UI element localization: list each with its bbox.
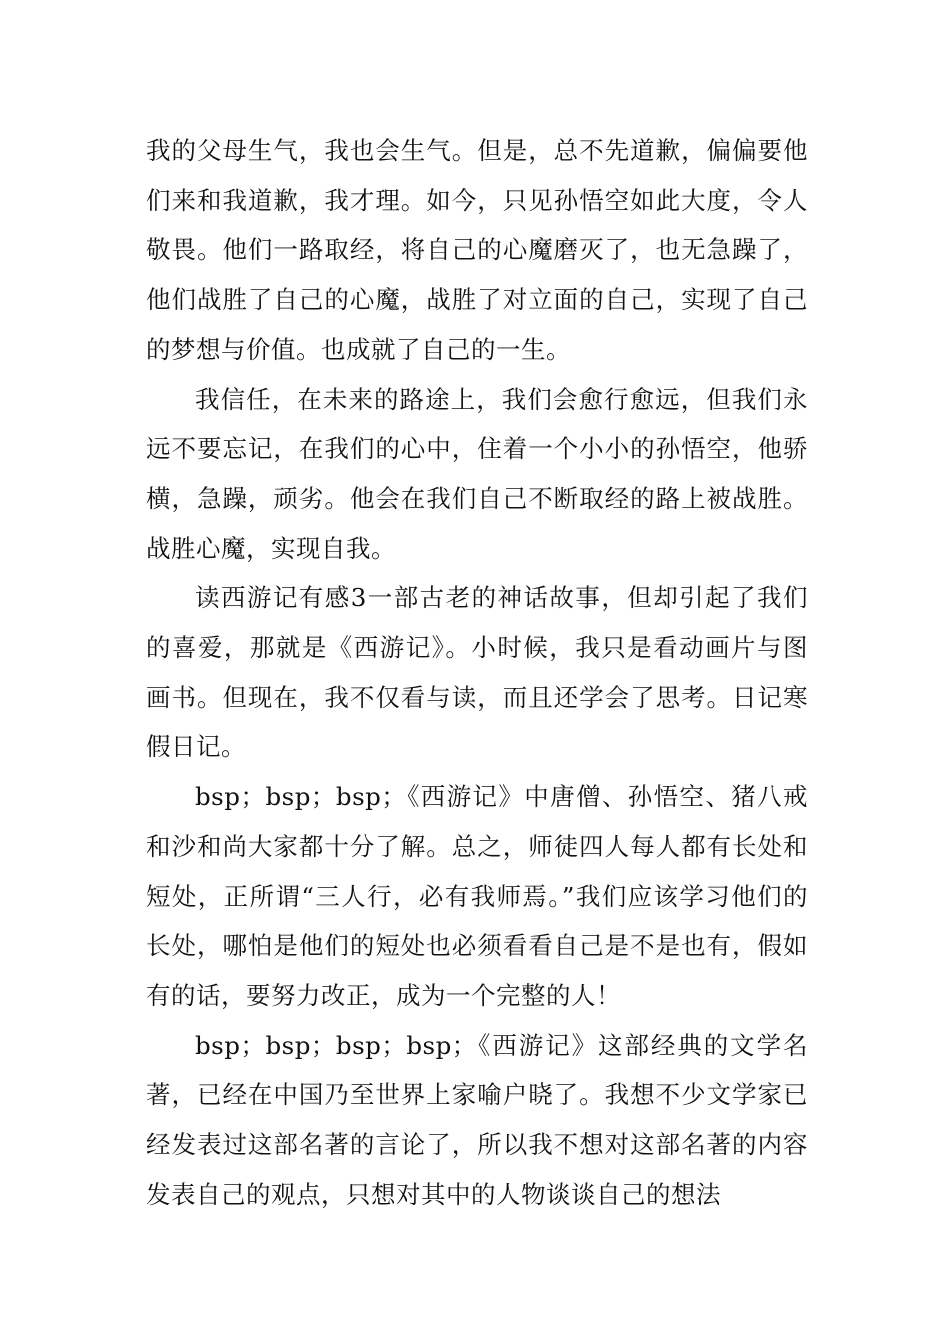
paragraph-1: 我的父母生气，我也会生气。但是，总不先道歉，偏偏要他们来和我道歉，我才理。如今，只见孙悟空如此大度，令人敬畏。他们一路取经，将自己的心魔磨灭了，也无急躁了，他们战胜了自己的心魔，战胜了对立面的自己，实现了自己的梦想与价值。也成就了自己的一生。	[146, 136, 808, 364]
paragraph-2: 我信任，在未来的路途上，我们会愈行愈远，但我们永远不要忘记，在我们的心中，住着一个小小的孙悟空，他骄横，急躁，顽劣。他会在我们自己不断取经的路上被战胜。战胜心魔，实现自我。	[146, 384, 808, 563]
paragraph-5: bsp；bsp；bsp；bsp；《西游记》这部经典的文学名著，已经在中国乃至世界上家喻户晓了。我想不少文学家已经发表过这部名著的言论了，所以我不想对这部名著的内容发表自己的观点，只想对其中的人物谈谈自己的想法	[146, 1030, 808, 1209]
paragraph-4: bsp；bsp；bsp；《西游记》中唐僧、孙悟空、猪八戒和沙和尚大家都十分了解。总之，师徒四人每人都有长处和短处，正所谓“三人行，必有我师焉。”我们应该学习他们的长处，哪怕是他们的短处也必须看看自己是不是也有，假如有的话，要努力改正，成为一个完整的人！	[146, 782, 808, 1010]
paragraph-3: 读西游记有感3一部古老的神话故事，但却引起了我们的喜爱，那就是《西游记》。小时候，我只是看动画片与图画书。但现在，我不仅看与读，而且还学会了思考。日记寒假日记。	[146, 583, 808, 762]
document-body	[146, 126, 808, 1219]
